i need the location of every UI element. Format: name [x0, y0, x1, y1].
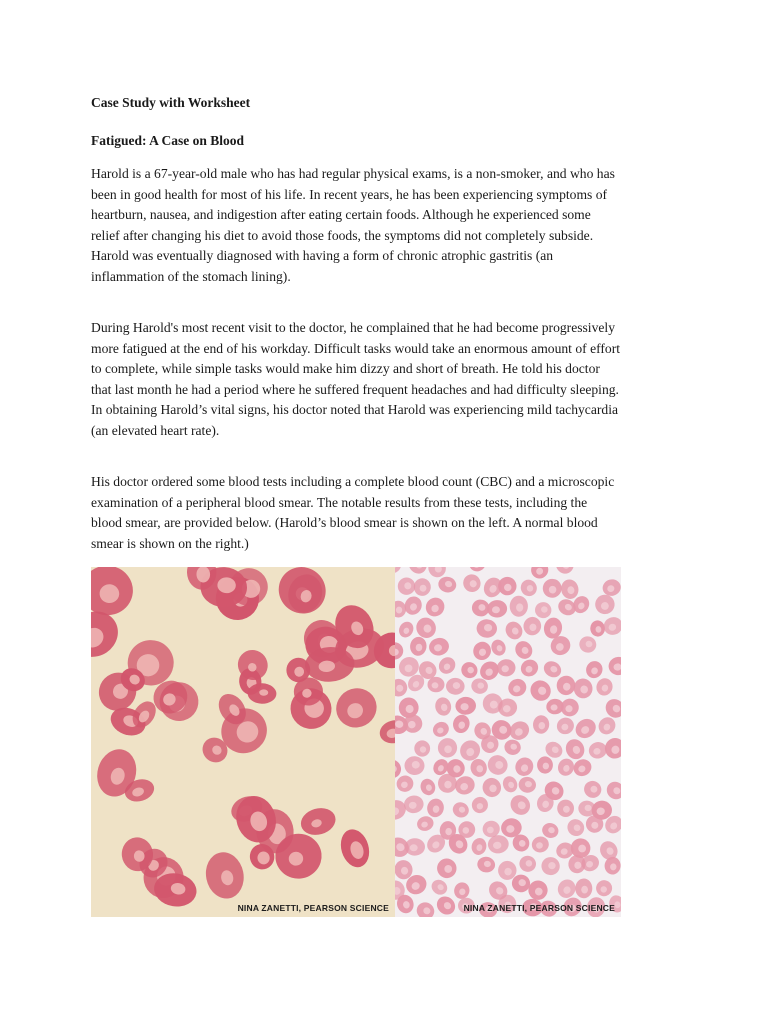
blood-cell-shape [429, 877, 450, 898]
blood-cell-shape [518, 656, 542, 679]
normal-blood-smear-image [395, 567, 621, 917]
blood-cell-shape [557, 800, 574, 817]
blood-cell-shape [539, 854, 562, 877]
paragraph-line: Harold is a 67-year-old male who has had regular physical exams, is a non-smoker, and who has [91, 166, 615, 181]
abnormal-smear-illustration [91, 567, 395, 917]
blood-cell-shape [377, 717, 395, 746]
blood-cell-shape [556, 675, 577, 696]
blood-cell-shape [541, 658, 564, 680]
case-title: Fatigued: A Case on Blood [91, 133, 245, 148]
blood-cell-shape [484, 751, 512, 779]
blood-cell-shape [496, 658, 516, 677]
blood-cell-shape [502, 618, 525, 642]
blood-cell-shape [480, 776, 503, 800]
blood-cell-shape [409, 636, 427, 657]
blood-cell-shape [532, 715, 550, 735]
blood-cell-shape [395, 773, 416, 795]
blood-cell-shape [489, 637, 508, 657]
blood-cell-shape [572, 677, 594, 699]
blood-cell-shape [446, 678, 465, 696]
blood-cell-shape [460, 571, 484, 595]
blood-cell-shape [405, 838, 425, 855]
blood-cell-shape [469, 794, 492, 817]
paragraph-line: blood smear, are provided below. (Harold’s blood smear is shown on the left. A normal blood [91, 515, 598, 531]
blood-cell-shape [503, 738, 522, 756]
paragraph-line: been in good health for most of his life. In recent years, he has been experiencing symptoms of [91, 186, 608, 202]
blood-cell-shape [476, 856, 496, 874]
blood-cell-shape [395, 641, 405, 661]
blood-cell-shape [437, 575, 458, 594]
blood-cell-shape [427, 677, 444, 693]
blood-cell-shape [476, 619, 498, 639]
blood-cell-shape [505, 676, 529, 700]
blood-cell-shape [507, 791, 535, 819]
blood-cell-shape [405, 567, 430, 577]
blood-cell-shape [470, 639, 494, 663]
paragraph-line: more fatigued at the end of his workday. Difficult tasks would take an enormous amount of effort [91, 340, 621, 356]
blood-cell-shape [413, 899, 437, 917]
blood-cell-shape [458, 659, 481, 682]
blood-cell-shape [450, 800, 471, 820]
blood-cell-shape [593, 877, 615, 899]
document-heading: Case Study with Worksheet [91, 95, 251, 110]
paragraph-line: His doctor ordered some blood tests including a complete blood count (CBC) and a microscopic [91, 474, 615, 489]
blood-cell-shape [602, 695, 621, 721]
paragraph-line: inflammation of the stomach lining). [91, 268, 291, 284]
blood-cell-shape [518, 776, 537, 794]
blood-cell-shape [298, 804, 339, 839]
blood-cell-shape [422, 594, 448, 620]
blood-cell-shape [404, 755, 425, 775]
blood-cell-shape [555, 756, 576, 778]
blood-cell-shape [572, 715, 600, 742]
blood-cell-shape [469, 757, 489, 778]
blood-cell-shape [583, 658, 605, 681]
blood-cell-shape [603, 778, 621, 803]
blood-cell-shape [451, 713, 472, 735]
blood-cell-shape [430, 719, 451, 739]
blood-cell-shape [564, 816, 588, 840]
blood-cell-shape [517, 854, 538, 874]
paragraph-line: (an elevated heart rate). [91, 422, 220, 438]
blood-cell-shape [414, 740, 430, 756]
blood-cell-shape [500, 774, 519, 795]
blood-cell-shape [418, 777, 437, 798]
blood-cell-shape [571, 756, 595, 779]
blood-cell-shape [436, 654, 459, 677]
blood-cell-shape [577, 634, 598, 654]
blood-cell-shape [413, 615, 438, 641]
paragraph-line: In obtaining Harold’s vital signs, his doctor noted that Harold was experiencing mild tachycardia [91, 402, 619, 418]
blood-cell-shape [433, 893, 459, 917]
blood-cell-shape [495, 574, 519, 598]
blood-cell-shape [559, 696, 581, 718]
paragraph-tests [91, 472, 681, 554]
blood-cell-shape [455, 696, 477, 715]
blood-cell-shape [402, 594, 425, 618]
blood-cell-shape [434, 696, 453, 717]
blood-cell-shape [434, 855, 460, 881]
blood-cell-shape [554, 715, 577, 737]
paragraph-line: to complete, while simple tasks would make him dizzy and short of breath. He told his doctor [91, 361, 600, 377]
blood-cell-shape [396, 619, 416, 640]
image-credit-right: NINA ZANETTI, PEARSON SCIENCE [463, 903, 615, 913]
blood-cell-shape [425, 797, 445, 819]
blood-cell-shape [601, 578, 621, 598]
blood-cell-shape [202, 849, 248, 902]
blood-cell-shape [435, 735, 460, 760]
image-credit-left: NINA ZANETTI, PEARSON SCIENCE [237, 903, 389, 913]
blood-cell-shape [594, 676, 615, 698]
blood-cell-shape [337, 826, 374, 871]
blood-cell-shape [527, 879, 549, 901]
blood-cell-shape [512, 754, 537, 779]
paragraph-line: heartburn, nausea, and indigestion after eating certain foods. Although he experienced some [91, 207, 591, 223]
blood-cell-shape [509, 596, 528, 617]
paragraph-line: During Harold's most recent visit to the doctor, he complained that he had become progressively [91, 320, 615, 335]
blood-cell-shape [487, 600, 508, 619]
blood-cell-shape [395, 600, 406, 617]
harold-blood-smear-image [91, 567, 395, 917]
blood-cell-shape [575, 878, 592, 898]
blood-cell-shape [518, 577, 540, 599]
blood-cell-shape [589, 620, 606, 638]
blood-cell-shape [470, 836, 489, 856]
blood-cell-shape [537, 756, 553, 774]
blood-cell-shape [415, 814, 435, 833]
blood-cell-shape [534, 601, 553, 620]
paragraph-line: examination of a peripheral blood smear. The notable results from these tests, including the [91, 494, 588, 510]
paragraph-line: that last month he had a period where he suffered frequent headaches and had difficulty sleeping. [91, 381, 619, 397]
blood-cell-shape [608, 656, 621, 677]
blood-cell-shape [522, 615, 543, 637]
blood-smear-figure [91, 567, 621, 917]
blood-cell-shape [232, 644, 274, 686]
blood-cell-shape [427, 636, 450, 657]
blood-cell-shape [395, 676, 410, 700]
blood-cell-shape [530, 835, 550, 854]
paragraph-line: smear is shown on the right.) [91, 535, 249, 551]
normal-smear-illustration [395, 567, 621, 917]
blood-cell-shape [468, 567, 487, 573]
blood-cell-shape [403, 794, 425, 814]
blood-cell-shape [540, 576, 565, 601]
blood-cell-shape [506, 718, 532, 744]
blood-cell-shape [452, 881, 471, 901]
blood-cell-shape [91, 567, 135, 618]
blood-cell-shape [512, 638, 536, 662]
blood-cell-shape [555, 876, 579, 901]
blood-cell-shape [413, 578, 431, 596]
paragraph-visit [91, 318, 681, 442]
paragraph-line: Harold was eventually diagnosed with having a form of chronic atrophic gastritis (an [91, 248, 554, 264]
blood-cell-shape [581, 778, 604, 801]
paragraph-background [91, 164, 681, 288]
blood-cell-shape [563, 736, 588, 762]
blood-cell-shape [601, 614, 621, 637]
blood-cell-shape [554, 567, 576, 576]
blood-cell-shape [329, 681, 383, 734]
blood-cell-shape [559, 578, 580, 601]
blood-cell-shape [395, 567, 404, 576]
paragraph-line: relief after changing his diet to avoid those foods, the symptoms did not completely subside. [91, 227, 594, 243]
